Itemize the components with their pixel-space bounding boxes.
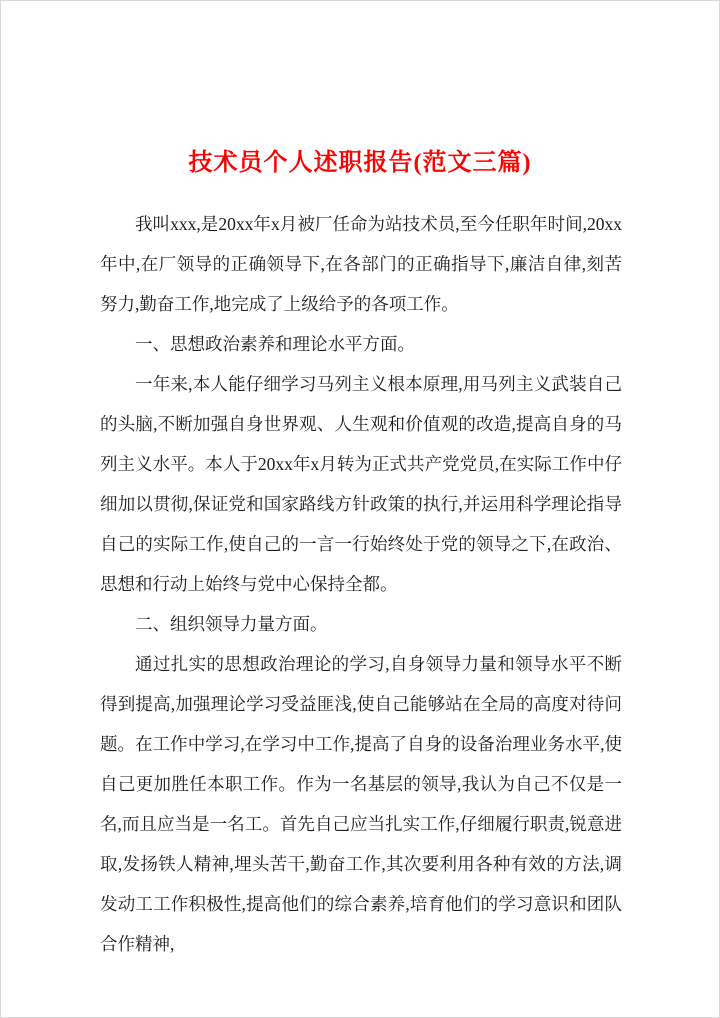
paragraph: 一年来,本人能仔细学习马列主义根本原理,用马列主义武装自己的头脑,不断加强自身世界观、人生观和价值观的改造,提高自身的马列主义水平。本人于20xx年x月转为正式共产党党员,在实际工作中仔细加以贯彻,保证党和国家路线方针政策的执行,并运用科学理论指导自己的实际工作,使自己的一言一行始终处于党的领导之下,在政治、思想和行动上始终与党中心保持全都。 xyxy=(100,373,622,594)
paragraph: 通过扎实的思想政治理论的学习,自身领导力量和领导水平不断得到提高,加强理论学习受益匪浅,使自己能够站在全局的高度对待问题。在工作中学习,在学习中工作,提高了自身的设备治理业务水平,使自己更加胜任本职工作。作为一名基层的领导,我认为自己不仅是一名,而且应当是一名工。首先自己应当扎实工作,仔细履行职责,锐意进取,发扬铁人精神,埋头苦干,勤奋工作,其次要利用各种有效的方法,调发动工工作积极性,提高他们的综合素养,培育他们的学习意识和团队合作精神, xyxy=(100,653,622,954)
document-body xyxy=(100,204,622,964)
paragraph: 我叫xxx,是20xx年x月被厂任命为站技术员,至今任职年时间,20xx年中,在厂领导的正确领导下,在各部门的正确指导下,廉洁自律,刻苦努力,勤奋工作,地完成了上级给予的各项工作。 xyxy=(100,213,622,314)
section-heading: 一、思想政治素养和理论水平方面。 xyxy=(135,333,415,354)
section-heading: 二、组织领导力量方面。 xyxy=(135,613,328,634)
document-title: 技术员个人述职报告(范文三篇) xyxy=(188,150,532,176)
